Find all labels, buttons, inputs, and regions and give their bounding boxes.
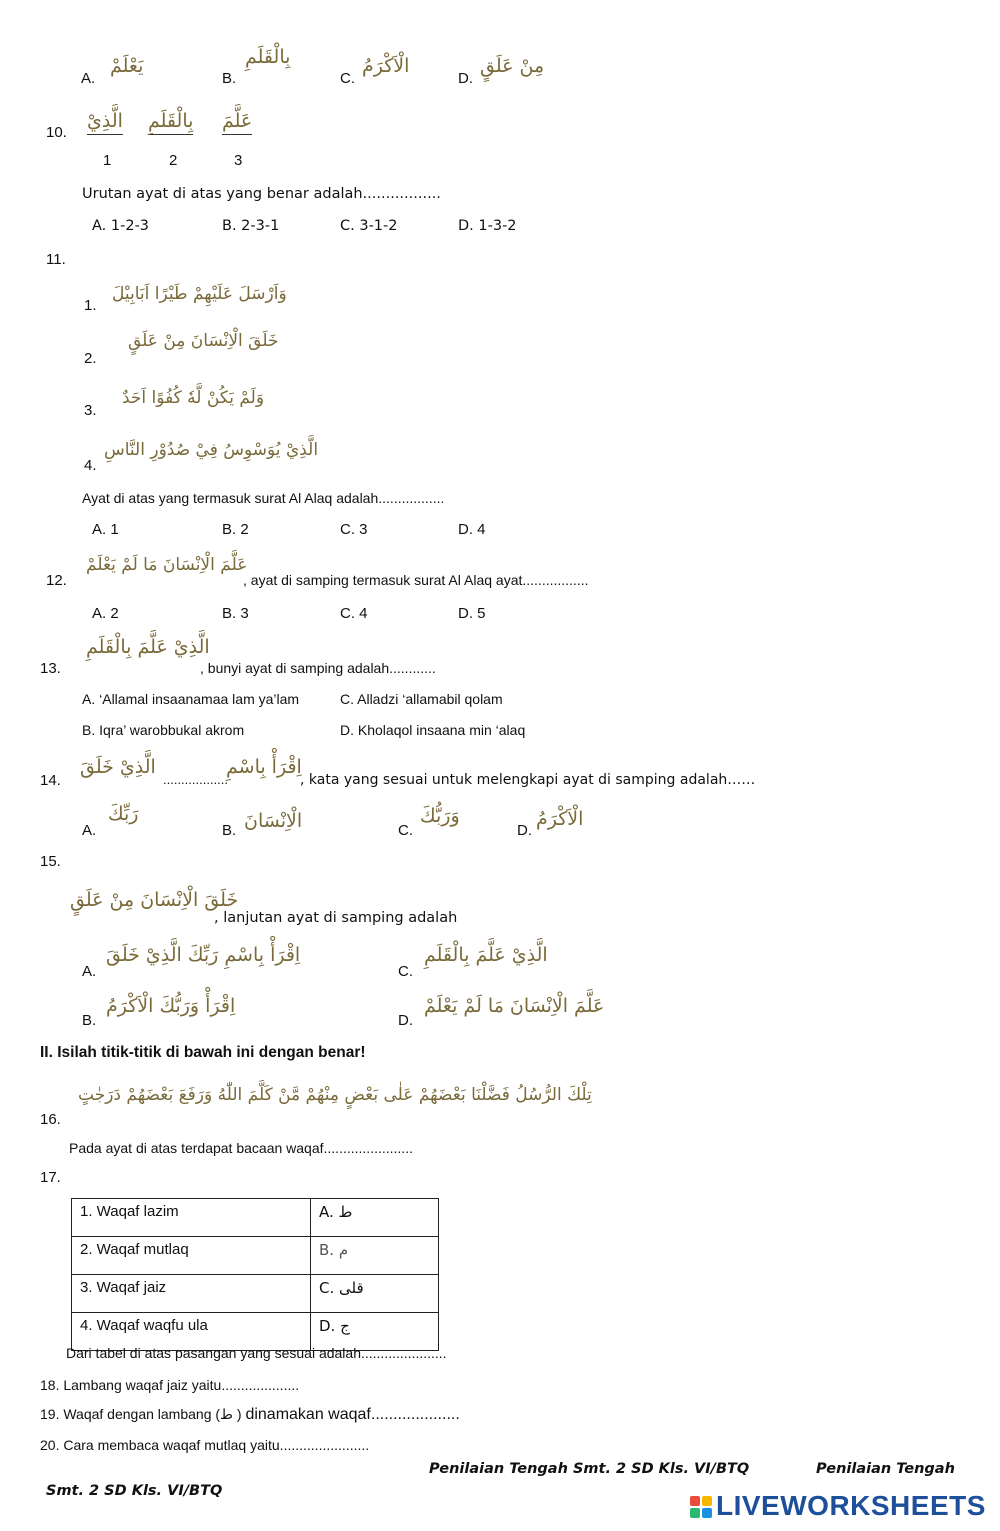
q10-word-number-2: 2 <box>169 152 178 169</box>
q15-option-a-label[interactable]: A. <box>82 963 97 980</box>
table-cell-left: 4. Waqaf waqfu ula <box>72 1313 311 1351</box>
q10-word-2: بِالْقَلَمِ <box>148 110 193 135</box>
q14-option-d-label[interactable]: D. <box>517 822 532 839</box>
table-cell-right: B. م <box>311 1237 439 1275</box>
q12-arabic: عَلَّمَ الْاِنْسَانَ مَا لَمْ يَعْلَمْ <box>86 555 248 575</box>
q11-question: Ayat di atas yang termasuk surat Al Alaq adalah................. <box>82 490 445 506</box>
q11-item-4-num: 4. <box>84 457 97 474</box>
q9-option-c-arabic: الْاَكْرَمُ <box>362 55 410 77</box>
q19-suffix: dinamakan waqaf.................... <box>245 1406 460 1423</box>
table-cell-right: C. قلى <box>311 1275 439 1313</box>
q18-text: 18. Lambang waqaf jaiz yaitu.................... <box>40 1377 300 1393</box>
q15-option-d-arabic: عَلَّمَ الْاِنْسَانَ مَا لَمْ يَعْلَمْ <box>424 995 605 1017</box>
q17-question: Dari tabel di atas pasangan yang sesuai adalah...................... <box>66 1345 447 1361</box>
q10-word-1: الَّذِيْ <box>87 110 123 135</box>
q10-word-3: عَلَّمَ <box>222 110 252 135</box>
table-row <box>72 1237 439 1275</box>
q15-arabic: خَلَقَ الْاِنْسَانَ مِنْ عَلَقٍ <box>70 889 239 911</box>
q14-question: , kata yang sesuai untuk melengkapi ayat di samping adalah…… <box>300 772 756 788</box>
q10-option-c[interactable]: C. 3-1-2 <box>340 218 398 234</box>
waqaf-matching-table <box>71 1198 439 1351</box>
q9-option-d-label: D. <box>458 70 473 87</box>
q15-option-b-arabic: اِقْرَأْ وَرَبُّكَ الْاَكْرَمُ <box>106 995 236 1017</box>
q10-option-b[interactable]: B. 2-3-1 <box>222 218 280 234</box>
q16-number: 16. <box>40 1111 61 1128</box>
q14-arabic-left: الَّذِيْ خَلَقَ <box>80 756 156 778</box>
q13-option-a[interactable]: A. ‘Allamal insaanamaa lam ya’lam <box>82 691 300 707</box>
q9-option-a-label: A. <box>81 70 96 87</box>
q11-option-b[interactable]: B. 2 <box>222 521 249 538</box>
q12-question: , ayat di samping termasuk surat Al Alaq ayat................. <box>243 572 589 588</box>
q11-item-1-arabic: وَاَرْسَلَ عَلَيْهِمْ طَيْرًا اَبَابِيْلَ <box>112 284 287 304</box>
q14-option-c-label[interactable]: C. <box>398 822 413 839</box>
q15-option-c-label[interactable]: C. <box>398 963 413 980</box>
liveworksheets-brand[interactable]: LIVEWORKSHEETS <box>716 1490 986 1521</box>
q10-word-number-3: 3 <box>234 152 243 169</box>
q10-option-d[interactable]: D. 1-3-2 <box>458 218 517 234</box>
q14-option-a-label[interactable]: A. <box>82 822 97 839</box>
q10-number: 10. <box>46 124 67 141</box>
q19-prefix: 19. Waqaf dengan lambang (ط ) <box>40 1406 246 1422</box>
q11-option-d[interactable]: D. 4 <box>458 521 486 538</box>
q13-option-d[interactable]: D. Kholaqol insaana min ‘alaq <box>340 722 526 738</box>
q12-option-d[interactable]: D. 5 <box>458 605 486 622</box>
q14-option-b-label[interactable]: B. <box>222 822 237 839</box>
section-2-heading: II. Isilah titik-titik di bawah ini dengan benar! <box>40 1044 366 1061</box>
q9-option-d-arabic: مِنْ عَلَقٍ <box>480 55 545 77</box>
q15-option-c-arabic: الَّذِيْ عَلَّمَ بِالْقَلَمِ <box>424 944 548 966</box>
q14-option-c-arabic: وَرَبُّكَ <box>420 805 460 827</box>
q11-option-a[interactable]: A. 1 <box>92 521 119 538</box>
q10-option-a[interactable]: A. 1-2-3 <box>92 218 150 234</box>
q13-option-c[interactable]: C. Alladzi ‘allamabil qolam <box>340 691 503 707</box>
footer-left-text: Smt. 2 SD Kls. VI/BTQ <box>46 1483 223 1499</box>
table-row <box>72 1275 439 1313</box>
table-cell-right: A. ط <box>311 1199 439 1237</box>
q19-text <box>40 1406 460 1424</box>
q9-option-b-arabic: بِالْقَلَمِ <box>245 46 291 68</box>
q15-question: , lanjutan ayat di samping adalah <box>214 910 458 926</box>
q12-option-c[interactable]: C. 4 <box>340 605 368 622</box>
q13-number: 13. <box>40 660 61 677</box>
q14-blank: .................. <box>163 772 229 787</box>
q11-option-c[interactable]: C. 3 <box>340 521 368 538</box>
q13-arabic: الَّذِيْ عَلَّمَ بِالْقَلَمِ <box>86 636 210 658</box>
q11-item-3-num: 3. <box>84 402 97 419</box>
q11-item-3-arabic: وَلَمْ يَكُنْ لَّهٗ كُفُوًا اَحَدٌ <box>122 388 265 408</box>
q11-item-2-arabic: خَلَقَ الْاِنْسَانَ مِنْ عَلَقٍ <box>128 331 279 351</box>
q15-option-b-label[interactable]: B. <box>82 1012 97 1029</box>
table-cell-left: 3. Waqaf jaiz <box>72 1275 311 1313</box>
q11-item-4-arabic: الَّذِيْ يُوَسْوِسُ فِيْ صُدُوْرِ النَّاسِ <box>104 440 319 460</box>
q20-text: 20. Cara membaca waqaf mutlaq yaitu....................... <box>40 1437 370 1453</box>
q9-option-a-arabic: يَعْلَمْ <box>110 55 144 77</box>
liveworksheets-logo-icon <box>690 1496 712 1518</box>
q14-option-d-arabic: الْاَكْرَمُ <box>536 808 584 830</box>
q12-number: 12. <box>46 572 67 589</box>
q15-option-a-arabic: اِقْرَأْ بِاسْمِ رَبِّكَ الَّذِيْ خَلَقَ <box>106 944 301 966</box>
table-cell-left: 2. Waqaf mutlaq <box>72 1237 311 1275</box>
q10-question: Urutan ayat di atas yang benar adalah................. <box>82 186 441 202</box>
q9-option-c-label: C. <box>340 70 355 87</box>
q12-option-a[interactable]: A. 2 <box>92 605 119 622</box>
q14-arabic-right: اِقْرَأْ بِاسْمِ <box>226 756 302 778</box>
q17-number: 17. <box>40 1169 61 1186</box>
q16-arabic: تِلْكَ الرُّسُلُ فَضَّلْنَا بَعْضَهُمْ عَلٰى بَعْضٍ مِنْهُمْ مَّنْ كَلَّمَ اللّٰهُ وَرَفَعَ بَعْضَهُمْ دَرَجٰتٍ <box>78 1085 592 1105</box>
table-cell-left: 1. Waqaf lazim <box>72 1199 311 1237</box>
q12-option-b[interactable]: B. 3 <box>222 605 249 622</box>
q11-item-1-num: 1. <box>84 297 97 314</box>
q9-option-b-label: B. <box>222 70 237 87</box>
q15-option-d-label[interactable]: D. <box>398 1012 413 1029</box>
footer-header-text-2: Penilaian Tengah <box>816 1461 955 1477</box>
q13-question: , bunyi ayat di samping adalah............ <box>200 660 436 676</box>
table-row <box>72 1199 439 1237</box>
q15-number: 15. <box>40 853 61 870</box>
footer-header-text: Penilaian Tengah Smt. 2 SD Kls. VI/BTQ <box>429 1461 750 1477</box>
q13-option-b[interactable]: B. Iqra’ warobbukal akrom <box>82 722 245 738</box>
table-cell-right: D. ج <box>311 1313 439 1351</box>
q14-number: 14. <box>40 772 61 789</box>
q16-question: Pada ayat di atas terdapat bacaan waqaf....................... <box>69 1140 413 1156</box>
q11-item-2-num: 2. <box>84 350 97 367</box>
q10-word-number-1: 1 <box>103 152 112 169</box>
q11-number: 11. <box>46 251 66 268</box>
q14-option-b-arabic: الْاِنْسَانَ <box>244 810 303 832</box>
q14-option-a-arabic: رَبِّكَ <box>108 803 139 825</box>
